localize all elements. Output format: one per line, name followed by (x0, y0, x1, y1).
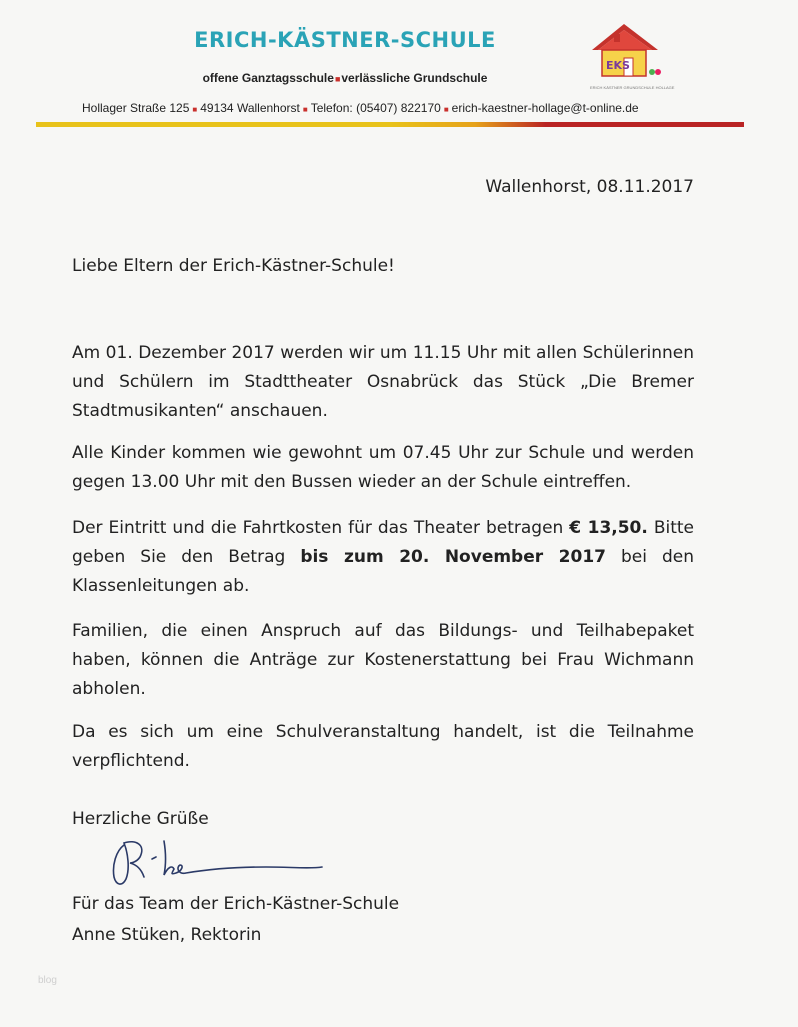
address-city: 49134 Wallenhorst (200, 101, 300, 115)
paragraph-event: Am 01. Dezember 2017 werden wir um 11.15 Uhr mit allen Schülerinnen und Schülern im Stadttheater Osnabrück das Stück „Die Bremer Stadtmusikanten“ anschauen. (72, 343, 694, 421)
salutation: Liebe Eltern der Erich-Kästner-Schule! (72, 256, 395, 276)
costs-text-a: Der Eintritt und die Fahrtkosten für das Theater betragen (72, 518, 570, 538)
price: € 13,50. (569, 518, 648, 538)
costs-text-c: bei den Klassenleitungen ab. (72, 547, 695, 596)
paragraph-mandatory: Da es sich um eine Schulveranstaltung handelt, ist die Teilnahme verpflichtend. (72, 722, 694, 771)
bullet-separator-icon: ■ (192, 105, 198, 114)
bullet-separator-icon: ■ (443, 105, 449, 114)
address-phone: Telefon: (05407) 822170 (310, 101, 441, 115)
bullet-separator-icon: ■ (302, 105, 308, 114)
costs-text-b: Bitte geben Sie den Betrag (72, 518, 694, 567)
paragraph-schedule: Alle Kinder kommen wie gewohnt um 07.45 Uhr zur Schule und werden gegen 13.00 Uhr mit den Bussen wieder an der Schule eintreffen. (72, 443, 694, 492)
logo-caption: ERICH KÄSTNER GRUNDSCHULE HOLLAGE (590, 85, 675, 90)
signatory: Anne Stüken, Rektorin (72, 925, 262, 945)
handwritten-signature (106, 831, 336, 895)
closing: Herzliche Grüße (72, 809, 209, 829)
school-subtitle (160, 71, 530, 85)
school-logo (584, 20, 675, 94)
school-name: ERICH-KÄSTNER-SCHULE (194, 28, 496, 52)
address-email: erich-kaestner-hollage@t-online.de (451, 101, 639, 115)
subtitle-right: verlässliche Grundschule (341, 71, 488, 85)
paragraph-subsidy: Familien, die einen Anspruch auf das Bildungs- und Teilhabepaket haben, können die Anträge zur Kostenerstattung bei Frau Wichmann abholen. (72, 621, 694, 699)
subtitle-left: offene Ganztagsschule (202, 71, 334, 85)
letterhead-divider (36, 122, 744, 127)
paragraph-costs (72, 514, 694, 601)
watermark: blog (38, 975, 57, 986)
address-street: Hollager Straße 125 (82, 101, 190, 115)
deadline: bis zum 20. November 2017 (300, 547, 606, 567)
letter-date: Wallenhorst, 08.11.2017 (485, 177, 694, 197)
school-address (82, 101, 682, 115)
logo-text: EKS (606, 59, 630, 72)
sender-team: Für das Team der Erich-Kästner-Schule (72, 894, 400, 914)
bullet-separator-icon: ■ (334, 74, 341, 84)
